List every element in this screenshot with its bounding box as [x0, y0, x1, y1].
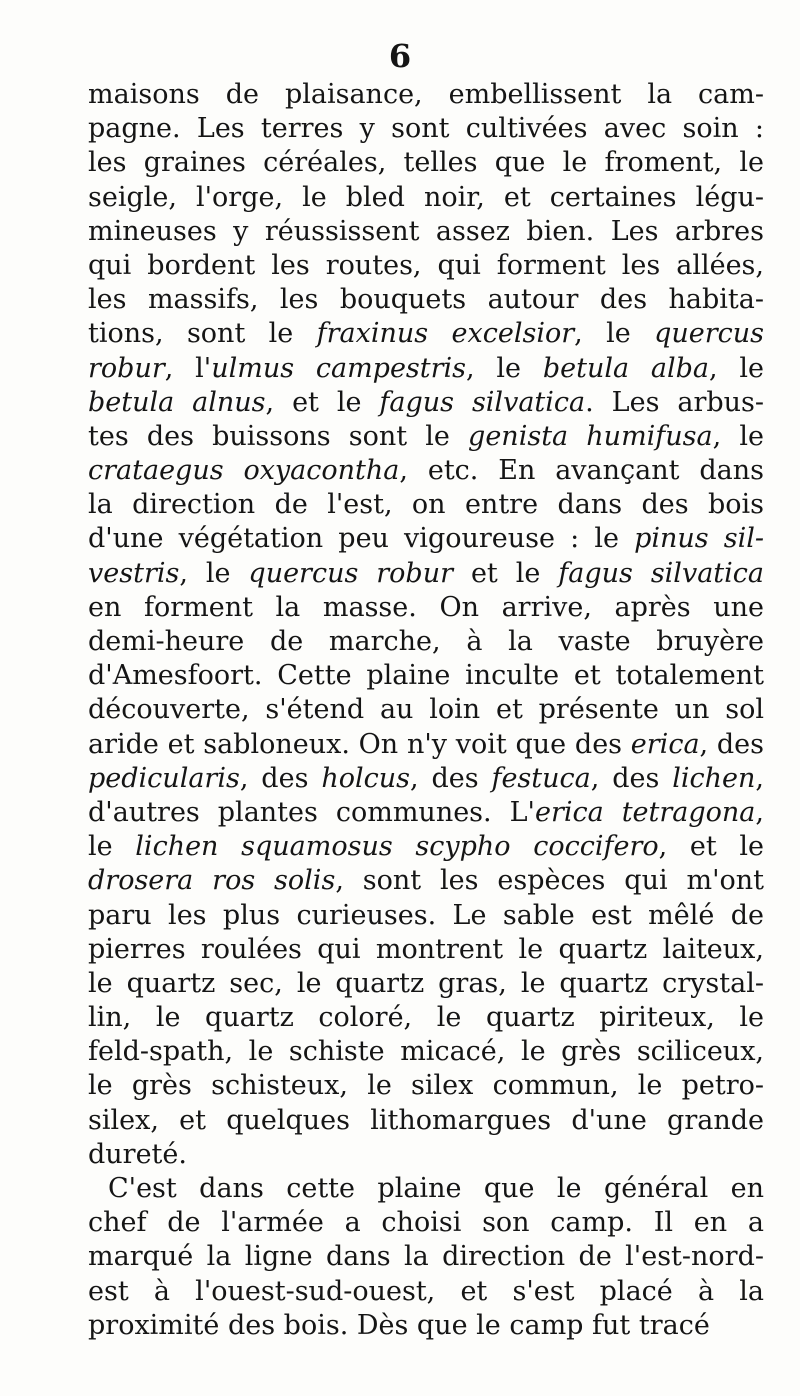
text-run: feld-spath, le schiste micacé, le grès sciliceux,: [88, 1036, 764, 1068]
text-run: d'Amesfoort. Cette plaine inculte et totalement: [88, 660, 764, 692]
text-line: [88, 1275, 764, 1309]
text-run: demi-heure de marche, à la vaste bruyère: [88, 626, 764, 657]
text-line: [88, 1206, 764, 1240]
text-line: [88, 1104, 764, 1138]
text-line: [88, 659, 764, 693]
text-run: marqué la ligne dans la direction de l'est-nord-: [88, 1241, 764, 1273]
text-run: lin, le quartz coloré, le quartz piriteux, le: [88, 1002, 764, 1034]
text-line: [88, 625, 764, 659]
text-line: [88, 215, 764, 249]
text-line: [88, 78, 764, 112]
text-run: est à l'ouest-sud-ouest, et s'est placé à la: [88, 1275, 764, 1307]
text-run: tes des buissons sont le: [88, 420, 469, 452]
text-run: paru les plus curieuses. Le sable est mêlé de: [88, 899, 764, 931]
text-line: [88, 454, 764, 488]
text-run: en forment la masse. On arrive, après une: [88, 591, 764, 623]
italic-term: fagus silvatica: [379, 386, 586, 418]
italic-term: lichen: [672, 762, 756, 794]
text-run: d'autres plantes communes. L': [88, 796, 535, 828]
text-run: le grès schisteux, le silex commun, le petro-: [88, 1070, 764, 1102]
text-run: le: [88, 831, 136, 863]
italic-term: robur: [88, 352, 165, 384]
text-line: [88, 864, 764, 898]
italic-term: drosera ros solis: [88, 865, 336, 897]
text-line: [88, 1138, 764, 1172]
text-line: [88, 146, 764, 180]
text-run: seigle, l'orge, le bled noir, et certaines légu-: [88, 181, 764, 213]
text-run: , sont les espèces qui m'ont: [335, 865, 764, 897]
text-run: aride et sabloneux. On n'y voit que des: [88, 728, 631, 760]
text-run: , le: [466, 352, 543, 384]
text-run: les graines céréales, telles que le froment, le: [88, 147, 764, 179]
italic-term: genista humifusa: [468, 420, 713, 452]
text-run: pagne. Les terres y sont cultivées avec soin :: [88, 113, 764, 145]
text-run: et le: [453, 557, 559, 589]
text-line: [88, 762, 764, 796]
text-line: [88, 728, 764, 762]
text-run: , etc. En avançant dans: [399, 455, 764, 487]
text-run: , le: [179, 557, 249, 589]
page-number: 6: [388, 37, 412, 75]
text-line: [88, 1001, 764, 1035]
italic-term: festuca: [491, 762, 591, 794]
text-run: ,: [755, 796, 764, 828]
text-run: le quartz sec, le quartz gras, le quartz crystal-: [88, 967, 764, 999]
text-line: [88, 967, 764, 1001]
italic-term: pedicularis: [88, 762, 240, 794]
text-run: chef de l'armée a choisi son camp. Il en a: [88, 1207, 764, 1239]
text-line: [88, 796, 764, 830]
text-run: , le: [712, 420, 764, 452]
text-line: [88, 557, 764, 591]
text-line: [88, 112, 764, 146]
italic-term: fraxinus excelsior: [316, 318, 575, 350]
text-run: , des: [699, 728, 764, 760]
text-line: [88, 522, 764, 556]
text-line: [88, 386, 764, 420]
text-line: [88, 181, 764, 215]
text-run: pierres roulées qui montrent le quartz laiteux,: [88, 933, 764, 965]
text-run: . Les arbus-: [585, 386, 765, 418]
text-run: d'une végétation peu vigoureuse : le: [88, 523, 635, 555]
text-line: [88, 1035, 764, 1069]
text-run: C'est dans cette plaine que le général en: [108, 1173, 764, 1204]
italic-term: crataegus oxyacontha: [88, 455, 400, 487]
italic-term: quercus robur: [248, 557, 454, 589]
text-line: [88, 1069, 764, 1103]
text-run: dureté.: [88, 1138, 187, 1170]
text-line: [88, 591, 764, 625]
italic-term: erica tetragona: [534, 796, 756, 828]
text-run: la direction de l'est, on entre dans des bois: [88, 489, 764, 521]
text-run: , des: [239, 762, 322, 794]
text-run: , et le: [658, 831, 764, 863]
italic-term: holcus: [321, 762, 410, 794]
text-run: , le: [708, 352, 764, 384]
text-run: , des: [590, 762, 673, 794]
italic-term: quercus: [654, 318, 765, 350]
text-line: [88, 283, 764, 317]
text-run: , le: [574, 318, 655, 350]
text-run: tions, sont le: [88, 318, 317, 350]
text-run: , et le: [265, 386, 380, 418]
text-run: silex, et quelques lithomargues d'une grande: [88, 1104, 764, 1136]
text-line: [88, 933, 764, 967]
italic-term: betula alba: [542, 352, 709, 384]
text-line: [88, 317, 764, 351]
italic-term: betula alnus: [88, 386, 266, 418]
text-line: [88, 488, 764, 522]
text-run: proximité des bois. Dès que le camp fut tracé: [88, 1309, 710, 1341]
italic-term: fagus silvatica: [558, 557, 764, 589]
text-line: [88, 249, 764, 283]
text-line: [88, 693, 764, 727]
text-line: [88, 899, 764, 933]
text-run: maisons de plaisance, embellissent la cam-: [88, 79, 764, 110]
text-run: qui bordent les routes, qui forment les allées,: [88, 249, 764, 281]
text-run: découverte, s'étend au loin et présente un sol: [88, 694, 764, 726]
text-run: , l': [164, 352, 212, 384]
text-line: [88, 420, 764, 454]
body-text: [88, 78, 764, 1343]
italic-term: vestris: [88, 557, 180, 589]
text-line: [88, 1172, 764, 1206]
text-run: les massifs, les bouquets autour des habita-: [88, 284, 764, 316]
italic-term: ulmus campestris: [211, 352, 467, 384]
text-run: mineuses y réussissent assez bien. Les arbres: [88, 215, 764, 247]
italic-term: lichen squamosus scypho coccifero: [135, 831, 659, 863]
text-run: , des: [409, 762, 492, 794]
text-line: [88, 1309, 764, 1343]
italic-term: pinus sil-: [634, 523, 764, 555]
text-line: [88, 1240, 764, 1274]
text-line: [88, 830, 764, 864]
italic-term: erica: [630, 728, 700, 760]
text-line: [88, 352, 764, 386]
text-run: ,: [755, 762, 764, 794]
